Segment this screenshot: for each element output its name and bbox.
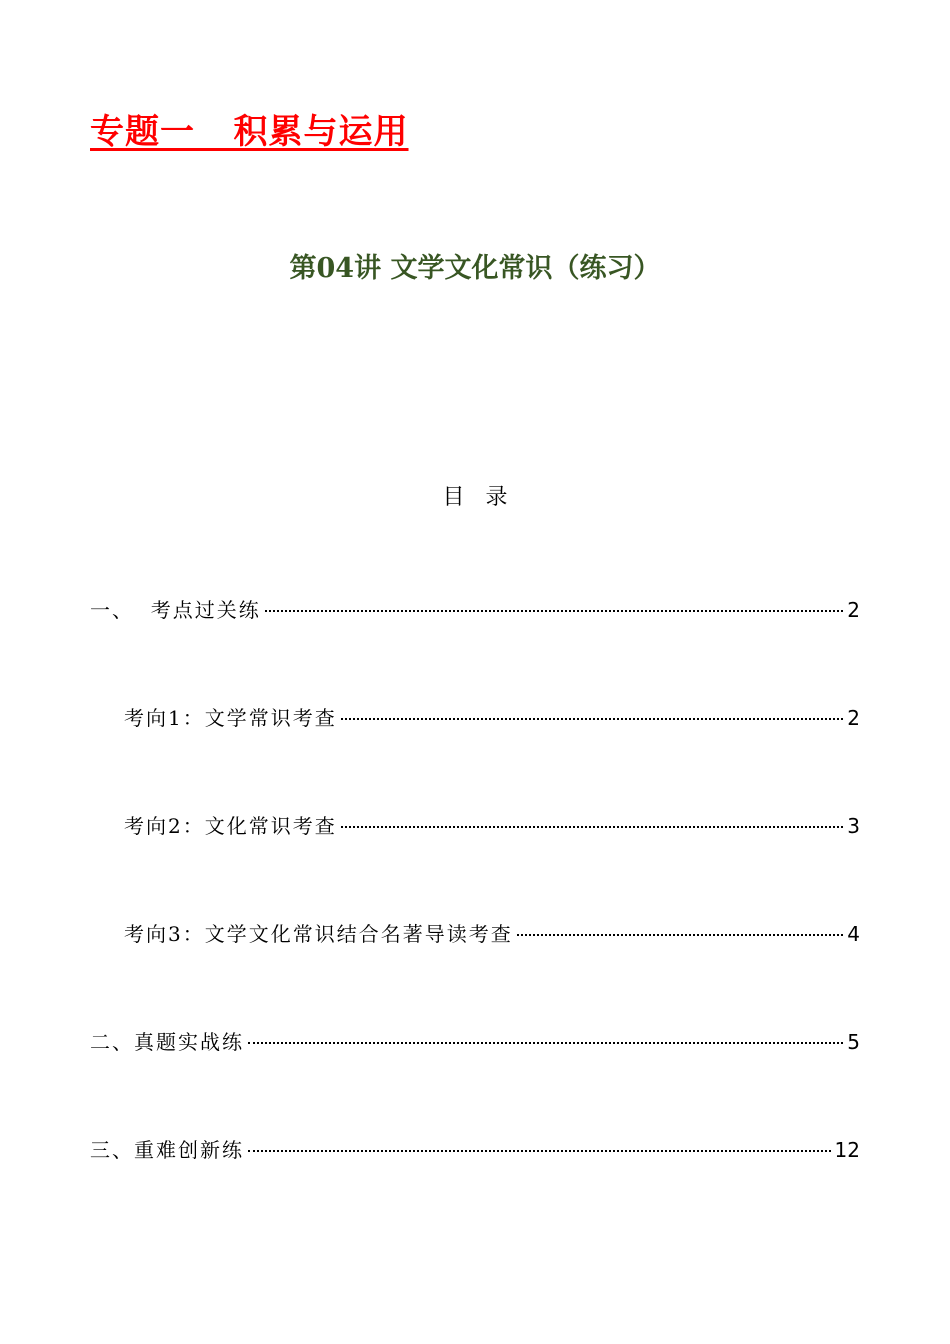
toc-page-number: 12 xyxy=(834,1138,860,1162)
toc-heading: 目 录 xyxy=(442,485,508,510)
toc-dot-leader xyxy=(341,826,844,828)
toc-entry-label: 考向3：文学文化常识结合名著导读考查 xyxy=(124,922,513,946)
lecture-title: 第04讲 文学文化常识（练习） xyxy=(289,253,661,284)
toc-entry-real-exam[interactable] xyxy=(90,1026,860,1056)
toc-entry-label: 三、重难创新练 xyxy=(90,1138,244,1162)
toc-entry-practice[interactable] xyxy=(90,594,860,624)
toc-page-number: 2 xyxy=(847,598,860,622)
toc-entry-direction-2[interactable] xyxy=(124,810,860,840)
toc-entry-innovation[interactable] xyxy=(90,1134,860,1164)
toc-dot-leader xyxy=(248,1150,831,1152)
toc-dot-leader xyxy=(265,610,844,612)
topic-title: 专题一 积累与运用 xyxy=(90,112,409,152)
toc-page-number: 5 xyxy=(847,1030,860,1054)
toc-entry-direction-1[interactable] xyxy=(124,702,860,732)
toc-dot-leader xyxy=(341,718,844,720)
toc-entry-label: 考向1：文学常识考查 xyxy=(124,706,337,730)
toc-page-number: 2 xyxy=(847,706,860,730)
toc-dot-leader xyxy=(248,1042,843,1044)
toc-entry-label: 考向2：文化常识考查 xyxy=(124,814,337,838)
toc-entry-direction-3[interactable] xyxy=(124,918,860,948)
toc-page-number: 4 xyxy=(847,922,860,946)
toc-page-number: 3 xyxy=(847,814,860,838)
toc-entry-label: 二、真题实战练 xyxy=(90,1030,244,1054)
toc-dot-leader xyxy=(517,934,844,936)
toc-entry-label: 一、 考点过关练 xyxy=(90,598,261,622)
